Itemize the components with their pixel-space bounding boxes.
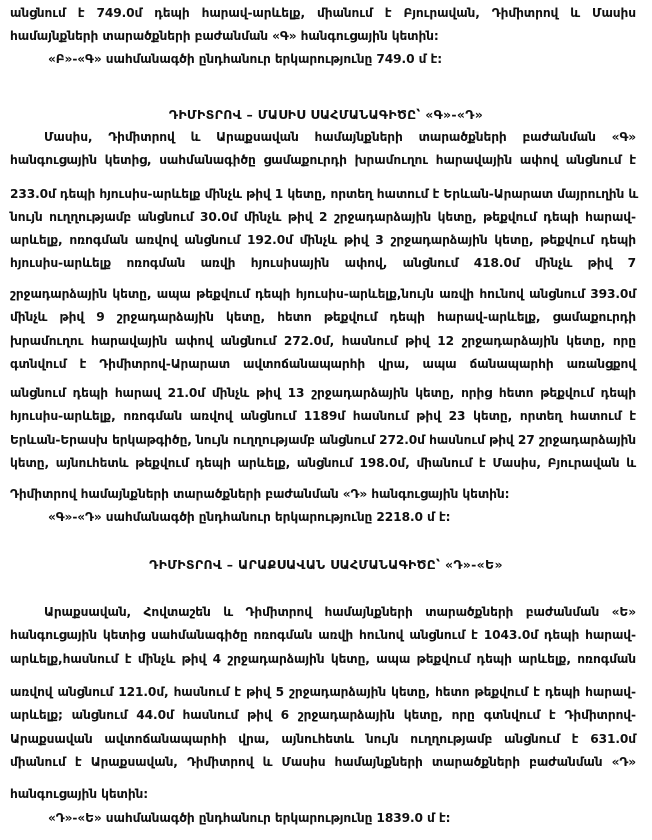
paragraph-line: հանգուցային կետից սահմանագիծը ոռոգման առվի հունով անցնում է 1043.0մ դեպի հարավ- (10, 628, 636, 642)
paragraph-line: հյուսիս-արևելք, ոռոգման առվով անցնում 1189մ հասնում թիվ 23 կետը, որտեղ հատում է (10, 409, 636, 423)
paragraph-line: արևելք; անցնում 44.0մ հասնում թիվ 6 շրջադարձային կետը, որը գտնվում է Դիմիտրով- (10, 708, 636, 722)
paragraph-line: համայնքների տարածքների բաժանման «Գ» հանգուցային կետին: (10, 29, 439, 43)
paragraph-line: անցնում դեպի հարավ 21.0մ մինչև թիվ 13 շրջադարձային կետը, որից հետո թեքվում դեպի (10, 386, 636, 400)
section-heading: ԴԻՄԻՏՐՈՎ – ՄԱՍԻՍ ՍԱՀՄԱՆԱԳԻԾԸ՝ «Գ»-«Դ» (168, 107, 484, 122)
segment-total-length: «Գ»-«Դ» սահմանագծի ընդհանուր երկարությունը 2218.0 մ է: (48, 510, 451, 524)
paragraph-line: հյուսիս-արևելք ոռոգման առվի հյուսիսային ափով, անցնում 418.0մ մինչև թիվ 7 (10, 256, 636, 270)
paragraph-line: առվով անցնում 121.0մ, հասնում է թիվ 5 շրջադարձային կետը, հետո թեքվում է դեպի հարավ- (10, 685, 636, 699)
paragraph-line: արևելք, ոռոգման առվով անցնում 192.0մ մինչև թիվ 3 շրջադարձային կետը, թեքվում դեպի (10, 233, 636, 247)
paragraph-line: Մասիս, Դիմիտրով և Արաքսավան համայնքների տարածքների բաժանման «Գ» (44, 130, 636, 144)
paragraph-line: Արաքսավան ավտոճանապարհի վրա, այնուհետև նույն ուղղությամբ անցնում է 631.0մ (10, 732, 636, 746)
paragraph-line: Երևան-Երասխ երկաթգիծը, նույն ուղղությամբ անցնում 272.0մ հասնում թիվ 27 շրջադարձային (10, 433, 636, 447)
paragraph-line: Արաքսավան, Հովտաշեն և Դիմիտրով համայնքների տարածքների բաժանման «Ե» (44, 605, 636, 619)
paragraph-line: 233.0մ դեպի հյուսիս-արևելք մինչև թիվ 1 կետը, որտեղ հատում է Երևան-Արարատ մայրուղին և (10, 187, 639, 201)
paragraph-line: հանգուցային կետին: (10, 787, 149, 801)
paragraph-line: Դիմիտրով համայնքների տարածքների բաժանման «Դ» հանգուցային կետին: (10, 487, 510, 501)
paragraph-line: արևելք,հասնում է մինչև թիվ 4 շրջադարձային կետը, ապա թեքվում դեպի արևելք, ոռոգման (10, 652, 636, 666)
paragraph-line: հանգուցային կետից, սահմանագիծը ցամաքուրդի խրամուղու հարավային ափով անցնում է (10, 153, 636, 167)
segment-total-length: «Դ»-«Ե» սահմանագծի ընդհանուր երկարությունը 1839.0 մ է: (48, 811, 451, 825)
paragraph-line: միանում է Արաքսավան, Դիմիտրով և Մասիս համայնքների տարածքների բաժանման «Դ» (10, 755, 636, 769)
paragraph-line: շրջադարձային կետը, ապա թեքվում դեպի հյուսիս-արևելք,նույն առվի հունով անցնում 393.0մ (10, 287, 636, 301)
section-heading: ԴԻՄԻՏՐՈՎ – ԱՐԱՔՍԱՎԱՆ ՍԱՀՄԱՆԱԳԻԾԸ՝ «Դ»-«Ե» (149, 557, 503, 572)
paragraph-line: նույն ուղղությամբ անցնում 30.0մ մինչև թիվ 2 շրջադարձային կետը, թեքվում դեպի հարավ- (10, 210, 636, 224)
paragraph-line: կետը, այնուհետև թեքվում դեպի արևելք, անցնում 198.0մ, միանում է Մասիս, Բյուրավան և (10, 456, 636, 470)
segment-total-length: «Բ»-«Գ» սահմանագծի ընդհանուր երկարությունը 749.0 մ է: (48, 52, 443, 66)
paragraph-line: անցնում է 749.0մ դեպի հարավ-արևելք, միանում է Բյուրավան, Դիմիտրով և Մասիս (10, 6, 636, 20)
paragraph-line: գտնվում է Դիմիտրով-Արարատ ավտոճանապարհի վրա, ապա ճանապարհի առանցքով (10, 357, 636, 371)
paragraph-line: խրամուղու հարավային ափով անցնում 272.0մ, հասնում թիվ 12 շրջադարձային կետը, որը (10, 334, 636, 348)
paragraph-line: մինչև թիվ 9 շրջադարձային կետը, հետո թեքվում դեպի հարավ-արևելք, ցամաքուրդի (10, 310, 636, 324)
